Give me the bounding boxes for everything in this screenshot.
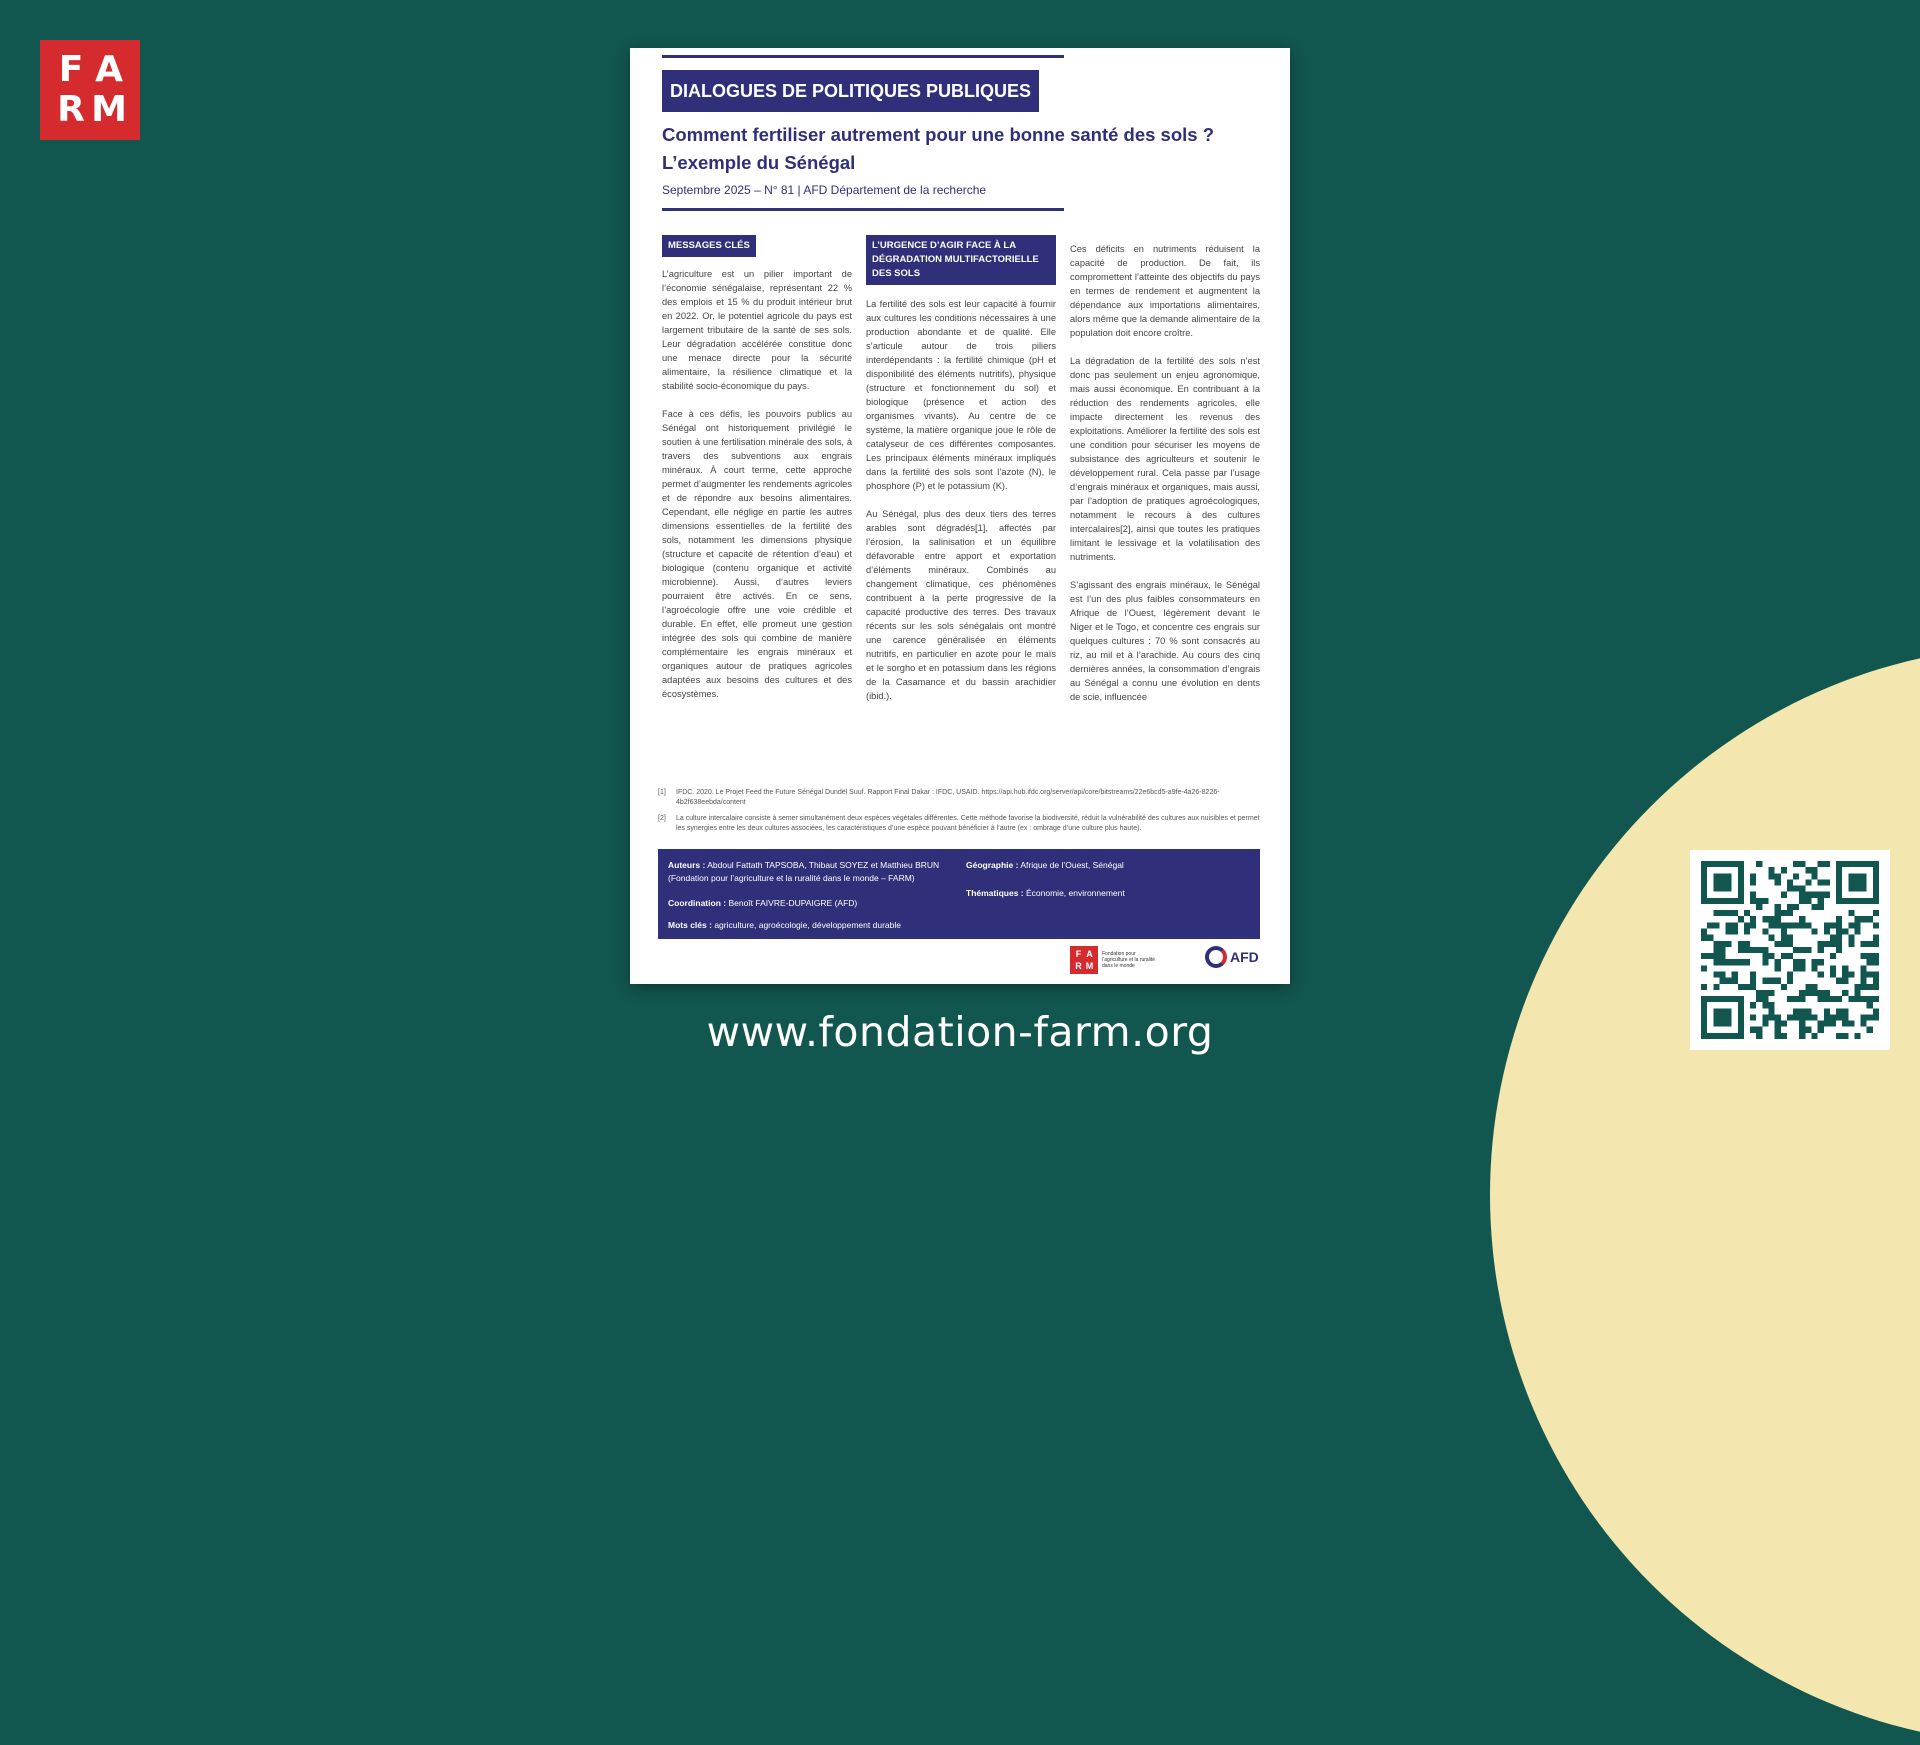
logo-letter: M [1085,961,1094,971]
issue-meta: Septembre 2025 – N° 81 | AFD Département de la recherche [662,183,987,197]
logo-letter: R [1075,961,1082,971]
logo-letter: F [58,49,84,90]
coordination-label: Coordination : [668,898,727,908]
afd-logo-text: AFD [1230,949,1259,965]
farm-mini-text: Fondation pour l’agriculture et la ruralité dans le monde [1102,951,1156,969]
top-rule [662,55,1064,58]
series-banner: DIALOGUES DE POLITIQUES PUBLIQUES [662,70,1039,112]
coordination-value: Benoît FAIVRE-DUPAIGRE (AFD) [728,898,858,908]
footnote-text: IFDC. 2020. Le Projet Feed the Future Sénégal Dundël Suuf. Rapport Final Dakar : IFDC, USAID. https://api.hub.ifdc.org/server/api/core/bitstreams/22e6bcd5-a9fe-4a26-8226-4b2f638eebda/content [676,789,1220,806]
qr-code-icon[interactable] [1690,850,1890,1050]
section-heading-urgency: L’URGENCE D’AGIR FACE À LA DÉGRADATION MULTIFACTORIELLE DES SOLS [866,235,1056,285]
keywords [668,919,958,932]
keywords-value: agriculture, agroécologie, développement durable [714,920,901,930]
logo-letter: A [95,49,123,90]
paragraph: Ces déficits en nutriments réduisent la capacité de production. De fait, ils compromettent l’atteinte des objectifs du pays en termes de rendement et augmentent la dépendance aux importations alimentaires, alors même que la demande alimentaire de la population doit encore croître. [1070,244,1260,338]
logo-letter: R [57,89,85,130]
paragraph: Au Sénégal, plus des deux tiers des terres arables sont dégradés[1], affectés par l’érosion, la salinisation et un équilibre défavorable entre apport et exportation d’éléments minéraux. Combinés au changement climatique, ces phénomènes contribuent à la perte progressive de la capacité productive des terres. Des travaux récents sur les sols sénégalais ont montré une carence généralisée en éléments nutritifs, en particulier en azote pour le maïs et le sorgho et en potassium dans les régions de la Casamance et du bassin arachidier (ibid.). [866,509,1056,701]
afd-ring-icon [1205,946,1227,968]
paragraph: L’agriculture est un pilier important de l’économie sénégalaise, représentant 22 % des emplois et 15 % du produit intérieur brut en 2022. Or, le potentiel agricole du pays est largement tributaire de la santé de ses sols. Leur dégradation accélérée constitue donc une menace directe pour la sécurité alimentaire, la résilience climatique et la stabilité socio-économique du pays. [662,269,852,391]
header-rule [662,208,1064,211]
credits-box [658,849,1260,939]
paragraph: Face à ces défis, les pouvoirs publics au Sénégal ont historiquement privilégié le soutien à une fertilisation minérale des sols, à travers des subventions aux engrais minéraux. À court terme, cette approche permet d’augmenter les rendements agricoles et de répondre aux besoins alimentaires. Cependant, elle néglige en partie les autres dimensions essentielles de la fertilité des sols, notamment les dimensions physique (structure et capacité de rétention d’eau) et biologique (contenu organique et activité microbienne). Aussi, d’autres leviers pourraient être activés. En ce sens, l’agroécologie offre une voie crédible et durable. En effet, elle promeut une gestion intégrée des sols qui combine de manière complémentaire les engrais minéraux et organiques autour de pratiques agricoles adaptées aux besoins des cultures et des écosystèmes. [662,409,852,699]
themes-value: Économie, environnement [1026,888,1125,898]
footnote [658,788,1270,808]
footnote [658,814,1270,834]
footnote-number: [1] [658,789,666,796]
website-url[interactable]: www.fondation-farm.org [706,1008,1214,1056]
qr-code-graphic [1701,861,1879,1039]
document-farm-logo [1070,946,1162,974]
document-title: Comment fertiliser autrement pour une bonne santé des sols ? L’exemple du Sénégal [662,124,1215,173]
authors-label: Auteurs : [668,860,706,870]
column-key-messages [662,235,852,715]
logo-letter: M [91,89,127,130]
themes-label: Thématiques : [966,888,1024,898]
authors-value: Abdoul Fattath TAPSOBA, Thibaut SOYEZ et Matthieu BRUN (Fondation pour l’agriculture et la ruralité dans le monde – FARM) [668,860,940,883]
authors [668,859,958,885]
coordination [668,897,958,910]
footnotes [658,788,1270,840]
paragraph: La fertilité des sols est leur capacité à fournir aux cultures les conditions nécessaires à une production abondante et de qualité. Elle s’articule autour de trois piliers interdépendants : la fertilité chimique (pH et disponibilité des éléments nutritifs), physique (structure et fonctionnement du sol) et biologique (présence et action des organismes vivants). Au centre de ce système, la matière organique joue le rôle de catalyseur de ces différentes composantes. Les principaux éléments minéraux impliqués dans la fertilité des sols sont l’azote (N), le phosphore (P) et le potassium (K). [866,299,1056,491]
qr-modules [1701,861,1879,1039]
column-continued [1070,242,1260,718]
geography-label: Géographie : [966,860,1019,870]
footnote-number: [2] [658,815,666,822]
logo-letter: A [1086,949,1093,959]
policy-brief-document [630,48,1290,984]
paragraph: S’agissant des engrais minéraux, le Sénégal est l’un des plus faibles consommateurs en Afrique de l’Ouest, légèrement devant le Niger et le Togo, et concentre ces engrais sur quelques cultures : 70 % sont consacrés au riz, au mil et à l’arachide. Au cours des cinq dernières années, la consommation d’engrais au Sénégal a connu une évolution en dents de scie, influencée [1070,580,1260,702]
themes [966,887,1246,900]
column-urgency [866,235,1056,717]
paragraph: La dégradation de la fertilité des sols n’est donc pas seulement un enjeu agronomique, mais aussi économique. En contribuant à la réduction des rendements agricoles, elle impacte directement les revenus des exploitations. Améliorer la fertilité des sols est une condition pour sécuriser les moyens de subsistance des agriculteurs et soutenir le développement rural. Cela passe par l’usage d’engrais minéraux et organiques, mais aussi, par l’adoption de pratiques agroécologiques, notamment le recours à des cultures intercalaires[2], ainsi que toutes les pratiques limitant le lessivage et la volatilisation des nutriments. [1070,356,1260,562]
farm-mini-mark [1070,946,1098,974]
logo-letter: F [1075,949,1082,959]
section-heading-key-messages: MESSAGES CLÉS [662,235,756,257]
farm-logo [40,40,140,140]
afd-logo [1205,946,1259,968]
keywords-label: Mots clés : [668,920,712,930]
geography-value: Afrique de l’Ouest, Sénégal [1020,860,1124,870]
geography [966,859,1246,872]
footnote-text: La culture intercalaire consiste à semer simultanément deux espèces végétales différentes. Cette méthode favorise la biodiversité, réduit la vulnérabilité des cultures aux nuisibles et permet les synergies entre les deux cultures associées, les caractéristiques d’une espèce pouvant bénéficier à l’autre (ex : ombrage d’une culture plus haute). [676,815,1260,832]
decorative-arc [1490,645,1920,1745]
